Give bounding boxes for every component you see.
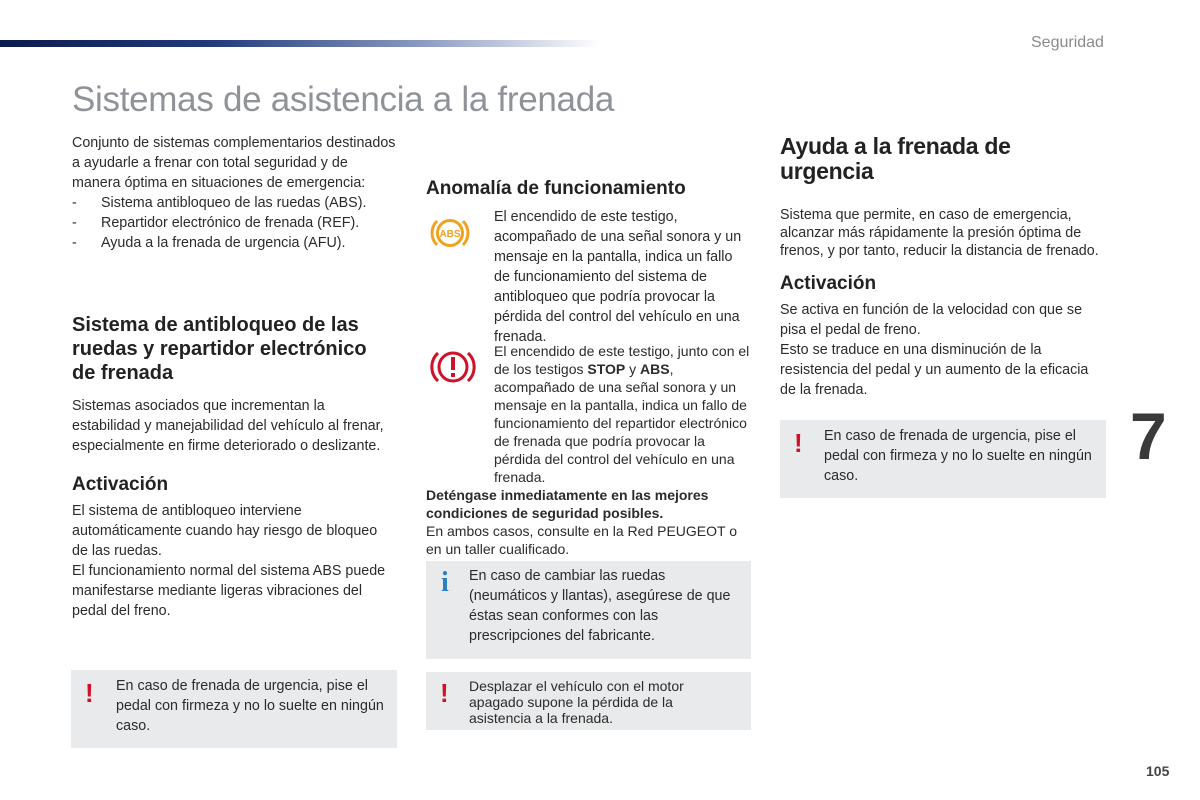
exclamation-icon: ! — [794, 428, 803, 458]
malfunction-title: Anomalía de funcionamiento — [426, 178, 686, 199]
abs-section-title: Sistema de antibloqueo de las ruedas y repartidor electrónico de frenada — [72, 314, 367, 384]
info-text: En caso de cambiar las ruedas (neumáticos y llantas), asegúrese de que éstas sean conformes con las prescripciones del fabricante. — [469, 568, 731, 644]
stop-instruction: Deténgase inmediatamente en las mejores condiciones de seguridad posibles. — [426, 487, 709, 521]
warning-box — [71, 670, 397, 748]
malfunction-text: El encendido de este testigo, acompañado de una señal sonora y un mensaje en la pantalla, indica un fallo de funcionamiento del sistema de antibloqueo que podría provocar la pérdida del control del vehículo en una frenada. — [494, 209, 742, 345]
abs-label: ABS — [640, 361, 670, 377]
header-bar — [0, 40, 600, 47]
page-number: 105 — [1146, 763, 1170, 779]
page-title: Sistemas de asistencia a la frenada — [72, 80, 615, 119]
warning-text: En caso de frenada de urgencia, pise el pedal con firmeza y no lo suelte en ningún caso. — [116, 678, 384, 734]
emergency-brake-title: Ayuda a la frenada de urgencia — [780, 133, 1011, 184]
dealer-text: En ambos casos, consulte en la Red PEUGEOT o en un taller cualificado. — [426, 523, 738, 557]
activation-title: Activación — [780, 273, 877, 294]
abs-section — [72, 313, 392, 621]
exclamation-icon: ! — [85, 678, 94, 708]
exclamation-icon: ! — [440, 678, 449, 708]
intro-text: Conjunto de sistemas complementarios destinados a ayudarle a frenar con total seguridad y de manera óptima en situaciones de emergencia: — [72, 135, 396, 191]
activation-title: Activación — [72, 474, 169, 495]
column-3 — [780, 134, 1108, 400]
info-icon: i — [441, 567, 449, 598]
info-box — [426, 561, 751, 659]
section-name: Seguridad — [1031, 34, 1104, 51]
abs-icon-label: ABS — [439, 229, 461, 240]
list-item: - Repartidor electrónico de frenada (REF). — [72, 213, 397, 233]
column-2 — [426, 179, 751, 199]
list-item: - Sistema antibloqueo de las ruedas (ABS). — [72, 193, 397, 213]
malfunction-para-2 — [426, 342, 751, 558]
activation-text: El sistema de antibloqueo interviene automáticamente cuando hay riesgo de bloqueo de las ruedas. — [72, 503, 378, 559]
activation-text: Se activa en función de la velocidad con que se pisa el pedal de freno. — [780, 302, 1083, 338]
malfunction-para-1 — [426, 207, 751, 347]
brake-text: , acompañado de una señal sonora y un mensaje en la pantalla, indica un fallo de funcionamiento del repartidor electrónico de frenada que podría provocar la pérdida del control del vehículo en una frenada. — [494, 361, 747, 485]
systems-list — [72, 193, 397, 253]
warning-box — [780, 420, 1106, 498]
emergency-brake-text: Sistema que permite, en caso de emergencia, alcanzar más rápidamente la presión óptima de frenos, y por tanto, reducir la distancia de frenado. — [780, 207, 1099, 259]
list-item: - Ayuda a la frenada de urgencia (AFU). — [72, 233, 397, 253]
abs-section-text: Sistemas asociados que incrementan la estabilidad y manejabilidad del vehículo al frenar, especialmente en firme deteriorado o deslizante. — [72, 398, 384, 454]
activation-text: Esto se traduce en una disminución de la resistencia del pedal y un aumento de la eficacia de la frenada. — [780, 342, 1089, 398]
activation-text: El funcionamiento normal del sistema ABS puede manifestarse mediante ligeras vibraciones del pedal del freno. — [72, 563, 386, 619]
warning-box — [426, 672, 751, 730]
column-1 — [72, 133, 397, 253]
warning-text: Desplazar el vehículo con el motor apagado supone la pérdida de la asistencia a la frenada. — [469, 678, 684, 726]
brake-text: El encendido de este testigo, junto con el de los testigos — [494, 343, 750, 377]
warning-text: En caso de frenada de urgencia, pise el pedal con firmeza y no lo suelte en ningún caso. — [824, 428, 1092, 484]
brake-text: y — [625, 361, 641, 377]
chapter-number: 7 — [1130, 399, 1167, 473]
stop-label: STOP — [587, 361, 626, 377]
